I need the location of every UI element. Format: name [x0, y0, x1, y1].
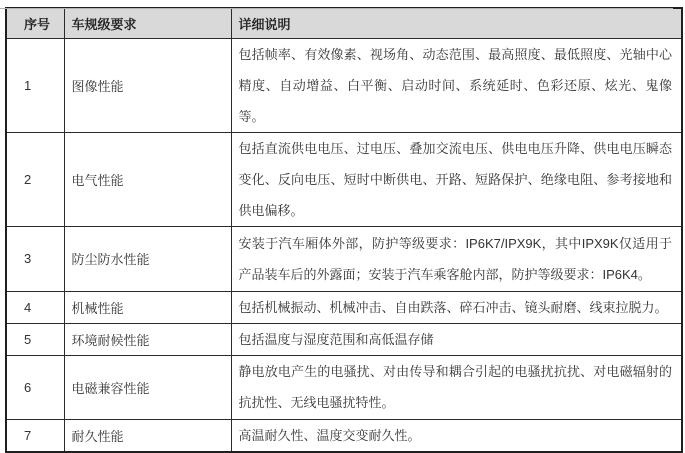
row-index-cell: 3: [6, 226, 64, 291]
description-cell: 包括直流供电电压、过电压、叠加交流电压、供电电压升降、供电电压瞬态变化、反向电压、短时中断供电、开路、短路保护、绝缘电阻、参考接地和供电偏移。: [231, 132, 682, 226]
description-cell: 高温耐久性、温度交变耐久性。: [231, 419, 682, 452]
row-index-cell: 6: [6, 355, 64, 419]
description-cell: 包括温度与湿度范围和高低温存储: [231, 323, 682, 355]
column-header-index: 序号: [6, 8, 64, 38]
document-page: [0, 7, 685, 453]
row-index-cell: 2: [6, 132, 64, 226]
vehicle-grade-requirements-table: [5, 7, 683, 453]
row-index-cell: 5: [6, 323, 64, 355]
requirement-cell: 耐久性能: [64, 419, 231, 452]
requirement-cell: 图像性能: [64, 38, 231, 132]
row-index-cell: 1: [6, 38, 64, 132]
column-header-requirement: 车规级要求: [64, 8, 231, 38]
table-row: [6, 38, 682, 132]
column-header-description: 详细说明: [231, 8, 682, 38]
requirement-cell: 电气性能: [64, 132, 231, 226]
description-cell: 静电放电产生的电骚扰、对由传导和耦合引起的电骚扰抗扰、对电磁辐射的抗扰性、无线电骚扰特性。: [231, 355, 682, 419]
row-index-cell: 4: [6, 291, 64, 323]
description-cell: 安装于汽车厢体外部，防护等级要求：IP6K7/IPX9K，其中IPX9K仅适用于产品装车后的外露面；安装于汽车乘客舱内部，防护等级要求：IP6K4。: [231, 226, 682, 291]
description-cell: 包括帧率、有效像素、视场角、动态范围、最高照度、最低照度、光轴中心精度、自动增益、白平衡、启动时间、系统延时、色彩还原、炫光、鬼像等。: [231, 38, 682, 132]
table-body: [6, 38, 682, 452]
table-row: [6, 226, 682, 291]
table-row: [6, 291, 682, 323]
table-row: [6, 132, 682, 226]
requirement-cell: 机械性能: [64, 291, 231, 323]
table-row: [6, 323, 682, 355]
header-row: [6, 8, 682, 38]
table-row: [6, 419, 682, 452]
requirement-cell: 环境耐候性能: [64, 323, 231, 355]
requirement-cell: 电磁兼容性能: [64, 355, 231, 419]
table-row: [6, 355, 682, 419]
row-index-cell: 7: [6, 419, 64, 452]
description-cell: 包括机械振动、机械冲击、自由跌落、碎石冲击、镜头耐磨、线束拉脱力。: [231, 291, 682, 323]
requirement-cell: 防尘防水性能: [64, 226, 231, 291]
top-divider-line: [0, 8, 673, 9]
